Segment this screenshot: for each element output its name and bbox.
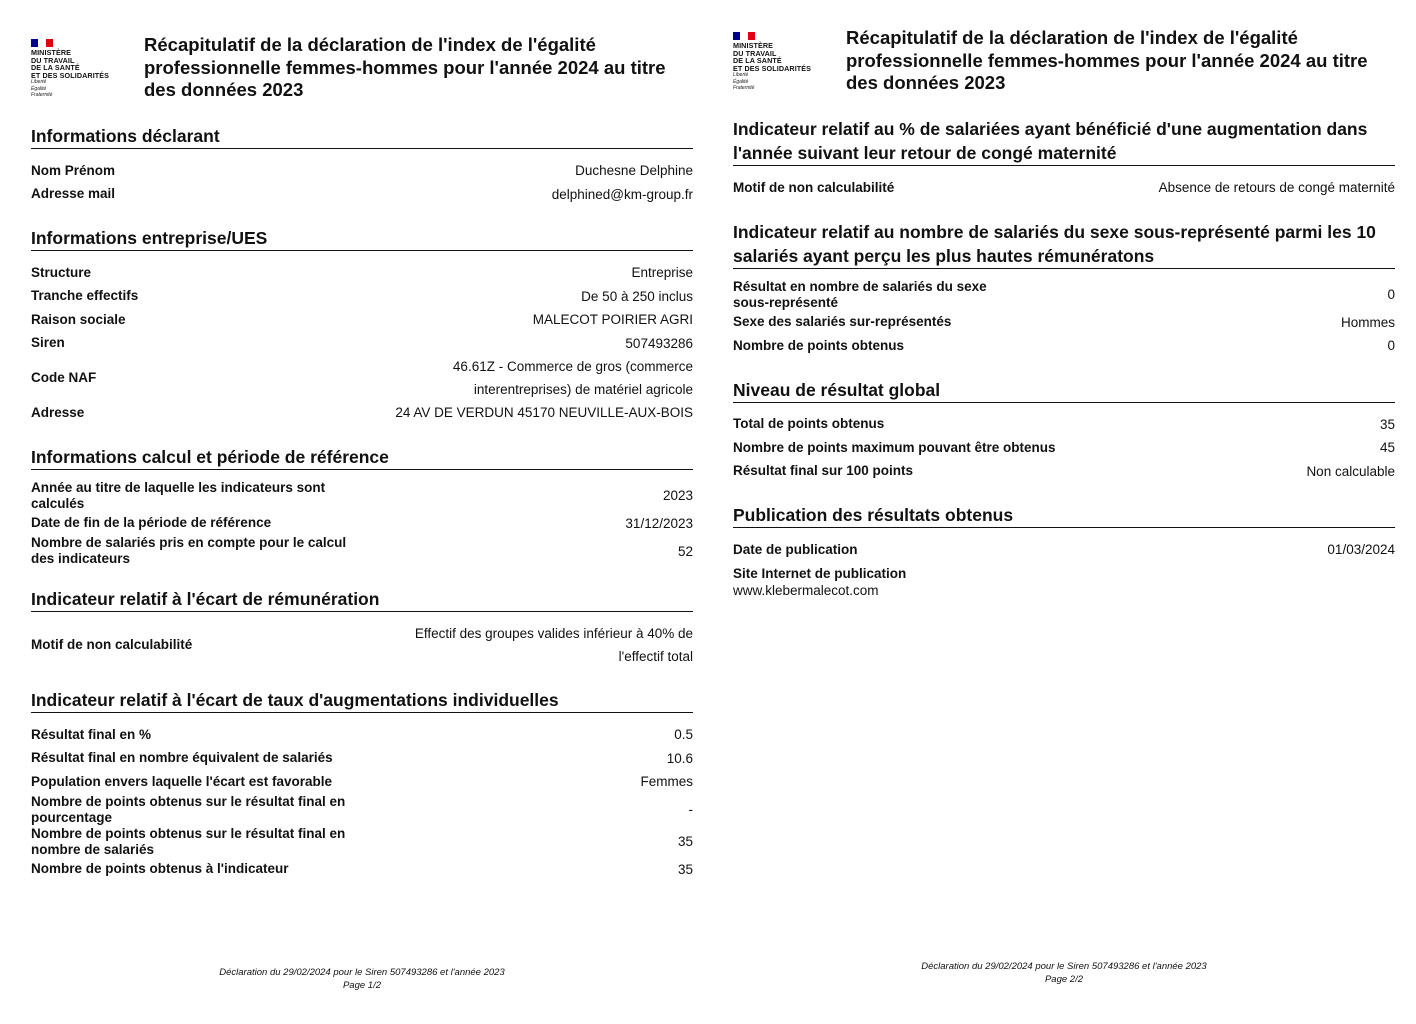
field-row <box>31 480 693 512</box>
section-title: Informations déclarant <box>31 124 693 149</box>
logo-motto: Égalité <box>733 78 749 85</box>
page-footer <box>733 960 1395 986</box>
field-label: Nombre de points maximum pouvant être obtenus <box>733 439 1056 455</box>
field-value: 2023 <box>662 488 693 503</box>
field-label: Année au titre de laquelle les indicateurs sont calculés <box>31 479 326 511</box>
document-title: Récapitulatif de la déclaration de l'index de l'égalité professionnelle femmes-hommes pour l'année 2024 au titre des données 2023 <box>144 34 666 100</box>
field-value: 24 AV DE VERDUN 45170 NEUVILLE-AUX-BOIS <box>395 405 693 421</box>
section-title: Informations entreprise/UES <box>31 226 693 251</box>
field-value: 01/03/2024 <box>1327 542 1395 558</box>
section-remuneration <box>31 587 693 668</box>
field-value: Absence de retours de congé maternité <box>1158 180 1395 196</box>
section-title: Indicateur relatif à l'écart de rémunération <box>31 587 693 612</box>
field-row <box>31 332 693 356</box>
page-header <box>733 27 1395 97</box>
logo-line: DE LA SANTÉ <box>733 56 782 66</box>
field-value: 52 <box>677 543 693 559</box>
logo-motto: Liberté <box>733 72 749 79</box>
field-label: Nombre de points obtenus à l'indicateur <box>31 861 289 877</box>
field-label: Date de fin de la période de référence <box>31 515 272 531</box>
page-header <box>31 34 693 104</box>
field-row <box>733 538 1395 562</box>
field-row <box>31 183 693 207</box>
field-label: Code NAF <box>31 370 97 385</box>
field-row <box>733 413 1395 437</box>
field-value: De 50 à 250 inclus <box>581 288 693 304</box>
field-value: Effectif des groupes valides inférieur à 40% de l'effectif total <box>414 626 693 664</box>
logo-line: DE LA SANTÉ <box>31 63 80 73</box>
field-row <box>733 176 1395 200</box>
page-footer <box>31 966 693 992</box>
section-entreprise <box>31 226 693 425</box>
field-label: Nombre de salariés pris en compte pour le calcul des indicateurs <box>31 535 347 566</box>
field-value: 0.5 <box>674 727 693 743</box>
section-hautes-remunerations <box>733 220 1395 358</box>
field-value: 507493286 <box>625 335 693 351</box>
section-title: Informations calcul et période de référence <box>31 445 693 470</box>
field-value: 10.6 <box>666 750 693 766</box>
field-row <box>31 747 693 771</box>
field-label: Date de publication <box>733 541 858 557</box>
logo-line: MINISTÈRE <box>31 48 72 57</box>
ministry-logo <box>733 32 833 92</box>
field-row <box>31 858 693 882</box>
section-global <box>733 378 1395 484</box>
field-row <box>733 311 1395 335</box>
ministry-logo <box>31 39 131 99</box>
field-row <box>31 355 693 401</box>
field-row <box>733 436 1395 460</box>
logo-motto: Égalité <box>31 85 47 92</box>
field-value: Duchesne Delphine <box>575 163 693 179</box>
field-row <box>31 770 693 794</box>
page-2 <box>733 0 1395 1024</box>
field-label: Motif de non calculabilité <box>733 179 895 195</box>
field-row <box>733 460 1395 484</box>
field-row <box>31 261 693 285</box>
field-row <box>31 794 693 826</box>
field-value: 45 <box>1379 440 1395 456</box>
french-flag-icon <box>733 32 755 40</box>
footer-page-number: Page 2/2 <box>1044 974 1084 985</box>
field-label: Résultat final sur 100 points <box>733 463 914 479</box>
field-label: Nombre de points obtenus sur le résultat final en nombre de salariés <box>31 825 346 857</box>
field-label: Raison sociale <box>31 311 126 327</box>
field-row <box>31 826 693 858</box>
section-title: Indicateur relatif à l'écart de taux d'augmentations individuelles <box>31 688 693 713</box>
section-calcul <box>31 445 693 568</box>
footer-declaration: Déclaration du 29/02/2024 pour le Siren 507493286 et l'année 2023 <box>921 961 1207 972</box>
section-title: Indicateur relatif au % de salariées ayant bénéficié d'une augmentation dans l'année suivant leur retour de congé maternité <box>733 117 1395 166</box>
field-row <box>31 308 693 332</box>
section-publication <box>733 503 1395 599</box>
publication-website: www.klebermalecot.com <box>733 582 879 598</box>
field-row <box>31 535 693 567</box>
footer-declaration: Déclaration du 29/02/2024 pour le Siren 507493286 et l'année 2023 <box>219 967 505 978</box>
logo-motto: Liberté <box>31 79 47 86</box>
section-declarant <box>31 124 693 206</box>
field-label: Résultat final en % <box>31 726 152 742</box>
field-row <box>31 723 693 747</box>
field-label: Résultat en nombre de salariés du sexe sous-représenté <box>733 278 987 310</box>
logo-line: MINISTÈRE <box>733 41 774 50</box>
field-row <box>31 159 693 183</box>
field-label: Adresse <box>31 404 85 420</box>
field-value: 35 <box>1379 416 1395 432</box>
field-row <box>31 401 693 425</box>
field-label: Motif de non calculabilité <box>31 637 193 652</box>
page-1 <box>31 0 693 1024</box>
field-label: Nom Prénom <box>31 162 116 178</box>
logo-line: DU TRAVAIL <box>31 55 75 65</box>
footer-page-number: Page 1/2 <box>342 980 382 991</box>
logo-line: ET DES SOLIDARITÉS <box>733 63 812 73</box>
logo-motto: Fraternité <box>31 92 53 99</box>
french-flag-icon <box>31 39 53 47</box>
field-value: 35 <box>677 861 693 877</box>
field-row <box>31 622 693 668</box>
section-augmentations <box>31 688 693 881</box>
field-value: Entreprise <box>631 265 693 281</box>
field-label: Site Internet de publication <box>733 565 907 581</box>
section-title: Indicateur relatif au nombre de salariés du sexe sous-représenté parmi les 10 salariés ayant perçu les plus hautes rémunératons <box>733 220 1395 269</box>
field-label: Total de points obtenus <box>733 416 885 432</box>
section-title: Niveau de résultat global <box>733 378 1395 403</box>
field-value: MALECOT POIRIER AGRI <box>532 312 693 328</box>
field-value: Non calculable <box>1306 463 1395 479</box>
document-title: Récapitulatif de la déclaration de l'index de l'égalité professionnelle femmes-hommes pour l'année 2024 au titre des données 2023 <box>846 27 1368 93</box>
field-label: Nombre de points obtenus sur le résultat final en pourcentage <box>31 793 346 825</box>
field-label: Adresse mail <box>31 186 116 202</box>
field-value: delphined@km-group.fr <box>551 186 693 202</box>
field-value: Femmes <box>640 774 693 790</box>
field-value: 46.61Z - Commerce de gros (commerce interentreprises) de matériel agricole <box>452 359 693 397</box>
field-label: Résultat final en nombre équivalent de salariés <box>31 750 333 766</box>
field-label: Sexe des salariés sur-représentés <box>733 314 952 330</box>
field-label: Population envers laquelle l'écart est favorable <box>31 773 333 789</box>
field-value: - <box>688 802 693 817</box>
field-stack <box>733 566 1395 599</box>
field-value: 35 <box>677 834 693 849</box>
field-value: Hommes <box>1340 314 1395 330</box>
logo-line: ET DES SOLIDARITÉS <box>31 70 110 80</box>
field-label: Tranche effectifs <box>31 288 139 304</box>
field-value: 0 <box>1387 338 1395 354</box>
field-row <box>31 512 693 536</box>
field-value: 31/12/2023 <box>625 515 693 531</box>
field-value: 0 <box>1387 287 1395 302</box>
field-row <box>733 279 1395 311</box>
field-label: Structure <box>31 264 92 280</box>
field-label: Siren <box>31 335 65 351</box>
logo-line: DU TRAVAIL <box>733 48 777 58</box>
field-label: Nombre de points obtenus <box>733 337 905 353</box>
logo-motto: Fraternité <box>733 85 755 92</box>
field-row <box>31 285 693 309</box>
section-title: Publication des résultats obtenus <box>733 503 1395 528</box>
section-maternite <box>733 117 1395 200</box>
field-row <box>733 334 1395 358</box>
